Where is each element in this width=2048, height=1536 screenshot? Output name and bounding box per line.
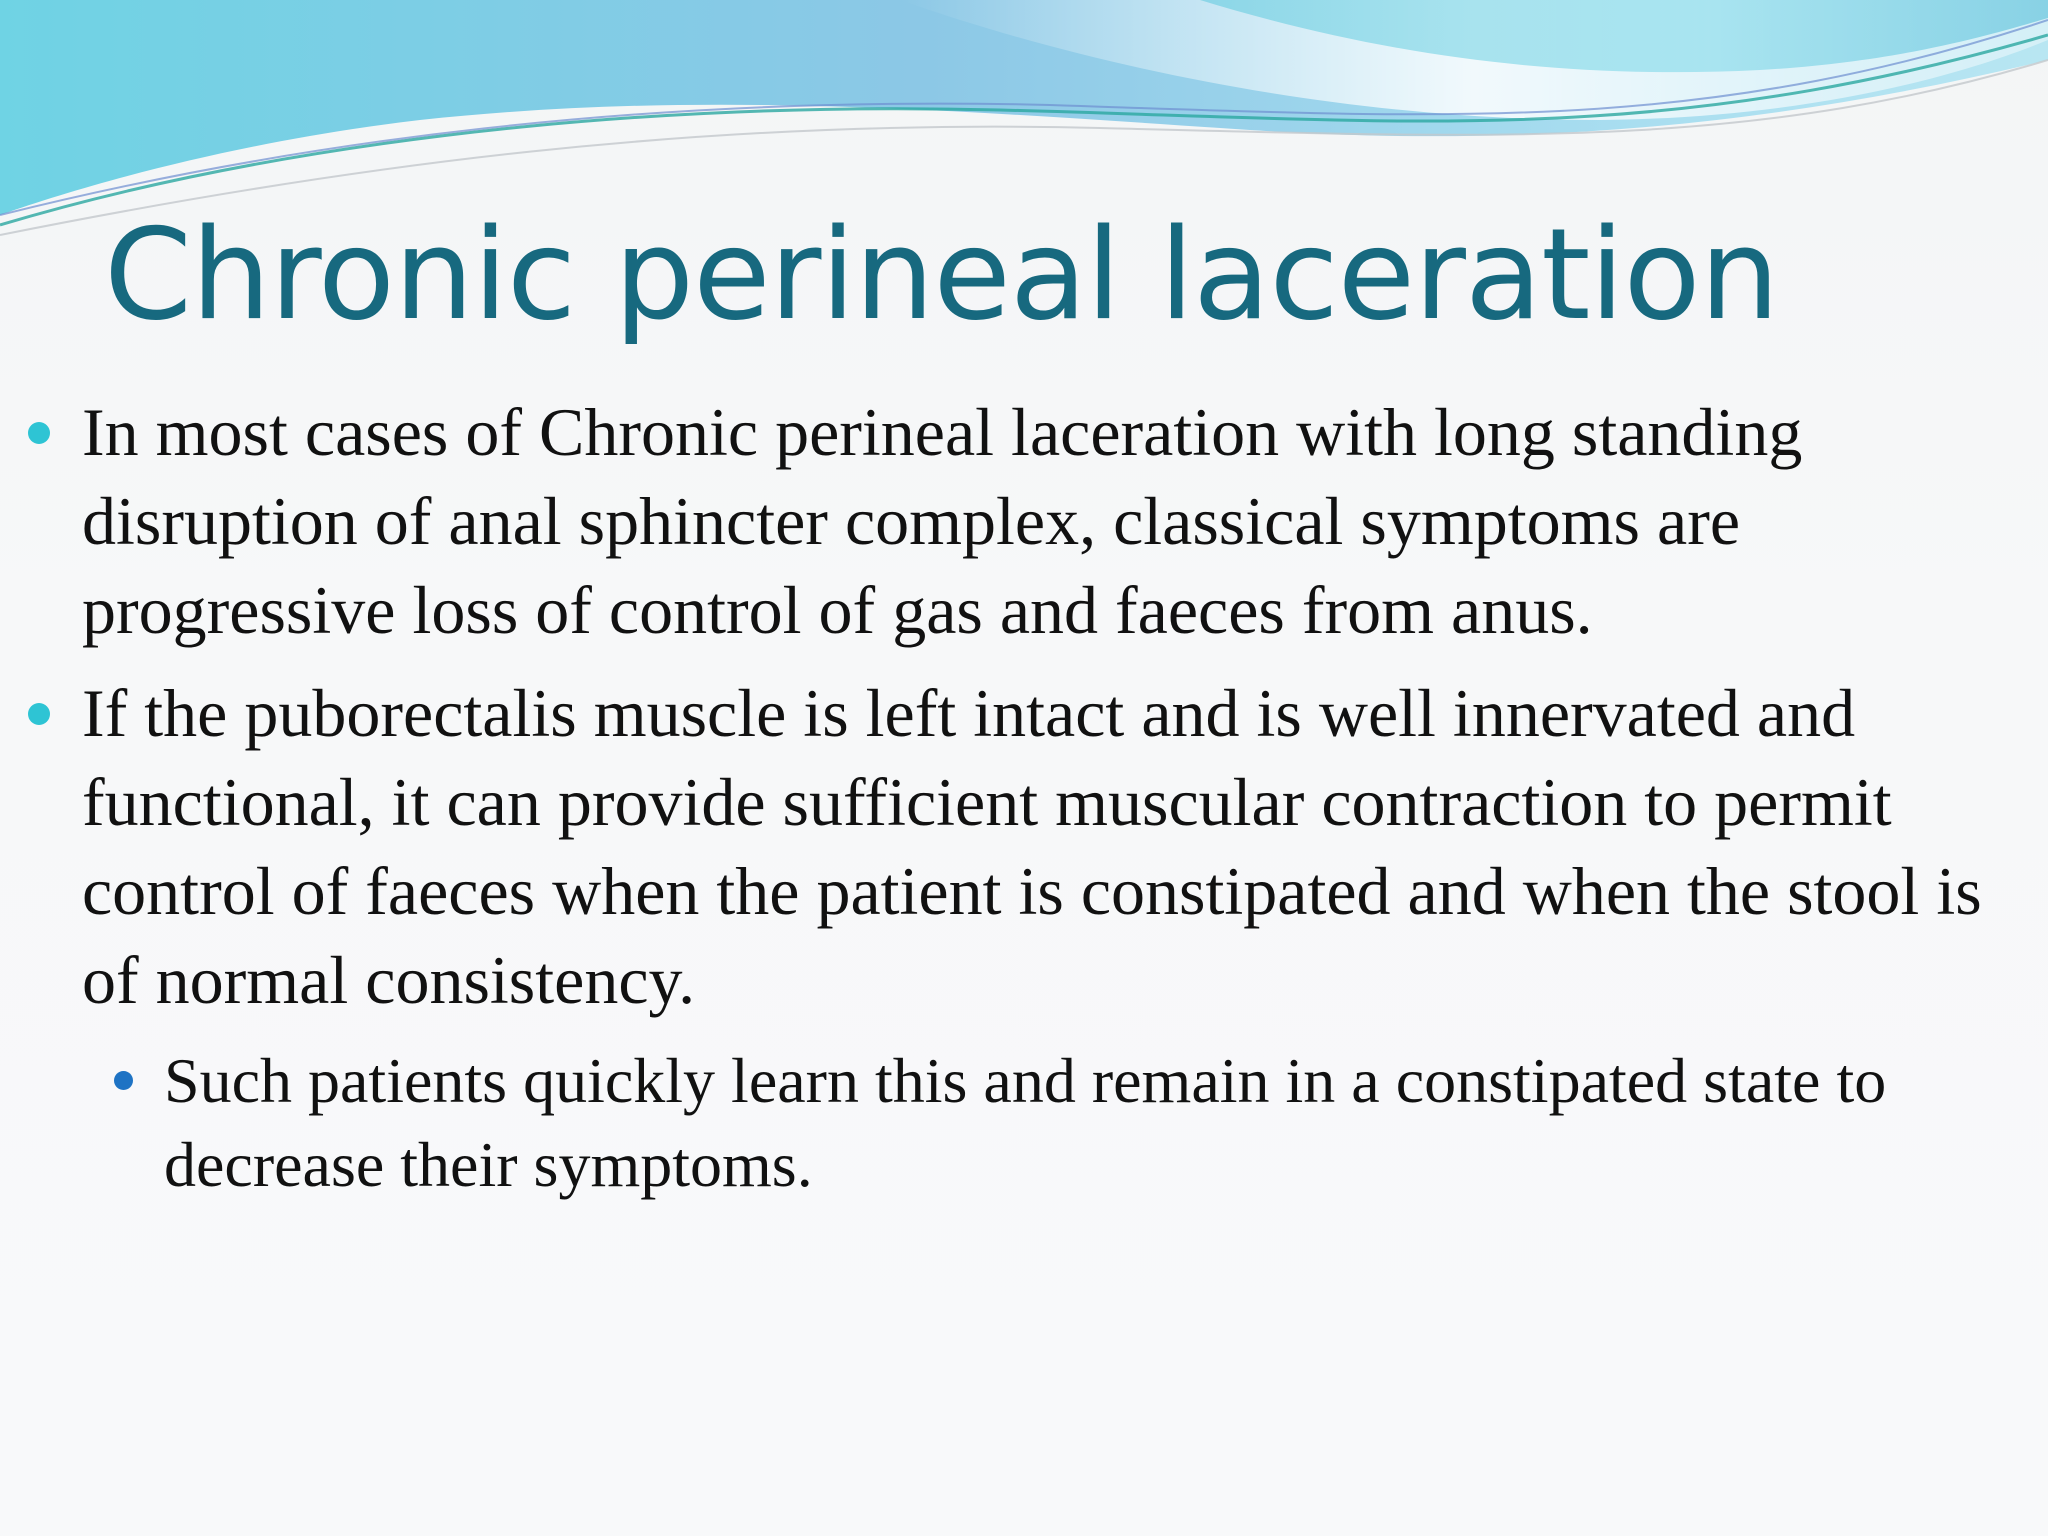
bullet-dot-icon bbox=[28, 422, 50, 444]
bullet-text: If the puborectalis muscle is left intact and is well innervated and functional, it can provide sufficient muscular contraction to permit control of faeces when the patient is constipated and when the stool is of normal consistency. bbox=[82, 675, 1982, 1018]
slide-title: Chronic perineal laceration bbox=[104, 201, 1779, 348]
bullet-item-1 bbox=[0, 388, 2048, 655]
slide-body bbox=[0, 388, 2048, 1207]
bullet-text: In most cases of Chronic perineal laceration with long standing disruption of anal sphincter complex, classical symptoms are progressive loss of control of gas and faeces from anus. bbox=[82, 394, 1803, 648]
sub-bullet-item-1 bbox=[0, 1039, 2048, 1207]
sub-bullet-dot-icon bbox=[114, 1071, 133, 1090]
bullet-item-2 bbox=[0, 669, 2048, 1025]
sub-bullet-text: Such patients quickly learn this and remain in a constipated state to decrease their symptoms. bbox=[164, 1045, 1887, 1200]
bullet-dot-icon bbox=[28, 703, 50, 725]
